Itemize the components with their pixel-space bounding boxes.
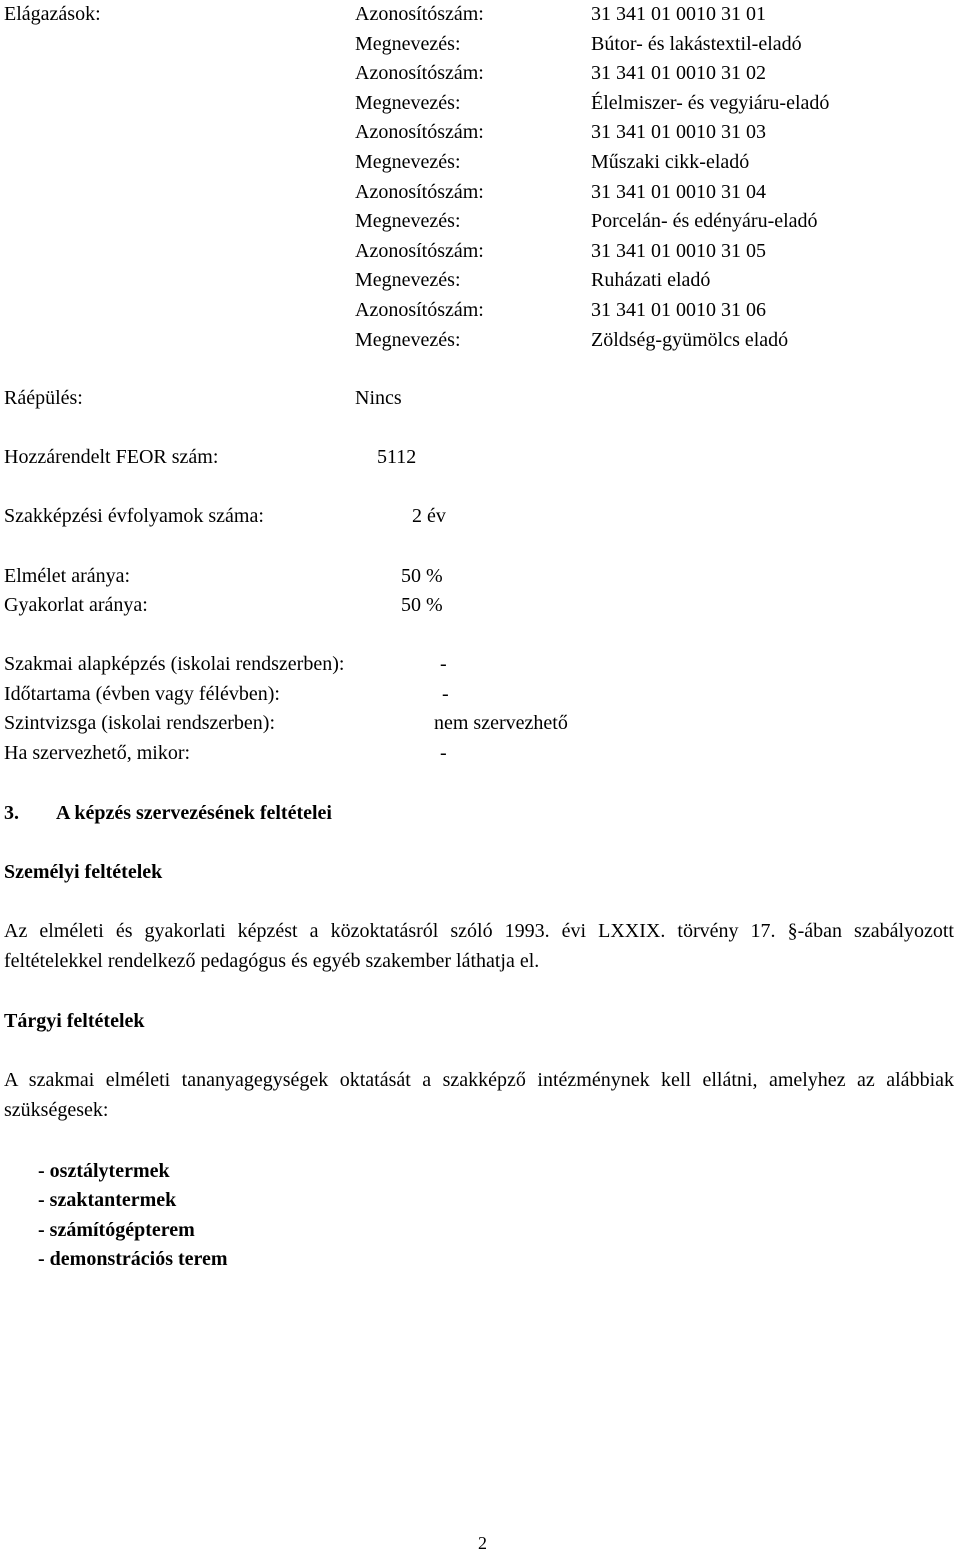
duration-value: - [442, 683, 449, 705]
practice-ratio-label: Gyakorlat aránya: [4, 594, 148, 616]
branch-name-value: Bútor- és lakástextil-eladó [591, 32, 802, 55]
branch-id-label: Azonosítószám: [355, 62, 484, 85]
branch-id-value: 31 341 01 0010 31 05 [591, 239, 766, 262]
branch-name-value: Zöldség-gyümölcs eladó [591, 328, 789, 351]
list-item: - számítógépterem [38, 1219, 195, 1241]
branch-name-label: Megnevezés: [355, 269, 461, 292]
branch-id-value: 31 341 01 0010 31 01 [591, 3, 766, 25]
build-on-value: Nincs [355, 387, 402, 409]
branch-name-value: Élelmiszer- és vegyiáru-eladó [591, 91, 830, 114]
material-conditions-heading: Tárgyi feltételek [4, 1010, 145, 1032]
feor-label: Hozzárendelt FEOR szám: [4, 446, 219, 468]
personal-conditions-heading: Személyi feltételek [4, 861, 163, 883]
build-on-label: Ráépülés: [4, 387, 83, 409]
when-value: - [440, 742, 447, 764]
branch-name-label: Megnevezés: [355, 32, 461, 55]
section-title: A képzés szervezésének feltételei [56, 802, 332, 824]
branch-name-value: Porcelán- és edényáru-eladó [591, 210, 818, 233]
branch-id-label: Azonosítószám: [355, 299, 484, 321]
years-label: Szakképzési évfolyamok száma: [4, 505, 264, 527]
page-number: 2 [478, 1533, 487, 1553]
level-exam-label: Szintvizsga (iskolai rendszerben): [4, 712, 276, 734]
theory-ratio-value: 50 % [401, 565, 443, 587]
feor-value: 5112 [377, 446, 417, 468]
branch-name-value: Műszaki cikk-eladó [591, 151, 750, 173]
branch-id-label: Azonosítószám: [355, 121, 484, 144]
level-exam-value: nem szervezhető [434, 712, 568, 734]
theory-ratio-label: Elmélet aránya: [4, 565, 131, 587]
branch-name-label: Megnevezés: [355, 328, 461, 351]
list-item: - szaktantermek [38, 1189, 177, 1211]
list-item: - osztálytermek [38, 1160, 170, 1182]
branch-id-label: Azonosítószám: [355, 239, 484, 262]
years-value: 2 év [412, 505, 446, 527]
branch-name-value: Ruházati eladó [591, 269, 711, 292]
branch-id-value: 31 341 01 0010 31 02 [591, 62, 766, 85]
branch-id-value: 31 341 01 0010 31 03 [591, 121, 766, 144]
branch-id-label: Azonosítószám: [355, 3, 484, 25]
branch-id-label: Azonosítószám: [355, 180, 484, 203]
branch-name-label: Megnevezés: [355, 210, 461, 233]
branches-label: Elágazások: [4, 3, 101, 25]
branch-name-label: Megnevezés: [355, 91, 461, 114]
material-conditions-text: A szakmai elméleti tananyagegységek oktatását a szakképző intézménynek kell ellátni, amelyhez az alábbiak szükségesek: [4, 1069, 954, 1121]
practice-ratio-value: 50 % [401, 594, 443, 616]
branch-id-value: 31 341 01 0010 31 04 [591, 180, 766, 203]
duration-label: Időtartama (évben vagy félévben): [4, 683, 280, 705]
branch-id-value: 31 341 01 0010 31 06 [591, 299, 766, 321]
list-item: - demonstrációs terem [38, 1248, 228, 1270]
branch-name-label: Megnevezés: [355, 151, 461, 173]
personal-conditions-text: Az elméleti és gyakorlati képzést a közoktatásról szóló 1993. évi LXXIX. törvény 17. §-ában szabályozott feltételekkel rendelkező pedagógus és egyéb szakember láthatja el. [4, 920, 954, 972]
basic-training-value: - [440, 653, 447, 675]
section-number: 3. [4, 802, 19, 824]
basic-training-label: Szakmai alapképzés (iskolai rendszerben): [4, 653, 345, 675]
when-label: Ha szervezhető, mikor: [4, 742, 191, 764]
